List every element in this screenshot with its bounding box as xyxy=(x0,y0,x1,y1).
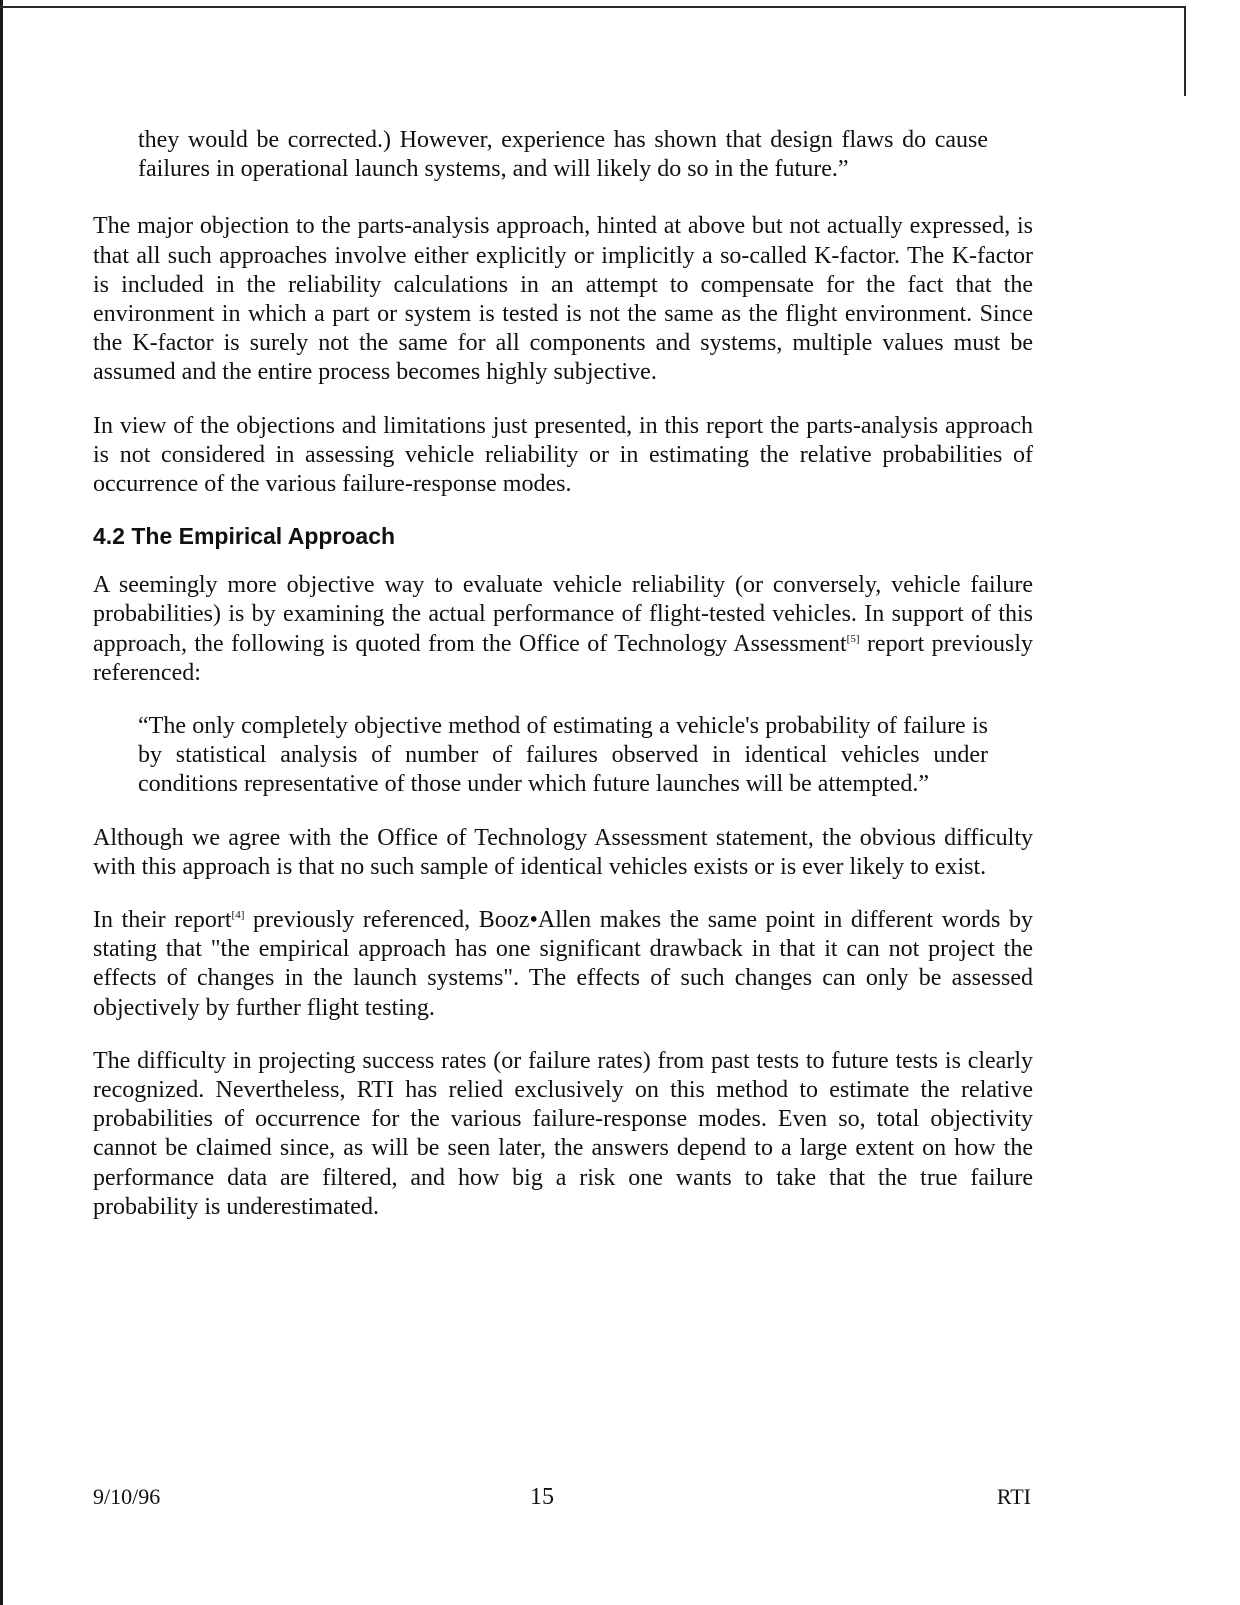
scan-border-top xyxy=(0,6,1186,8)
intro-text-tail: report previously referenced: xyxy=(93,630,1034,686)
footer-date: 9/10/96 xyxy=(93,1484,161,1509)
paragraph-booz-allen xyxy=(93,906,1033,1023)
scan-border-right xyxy=(1184,6,1186,96)
paragraph-empirical-intro xyxy=(93,571,1033,688)
scan-border-left xyxy=(0,0,3,1605)
footer-organization: RTI xyxy=(996,1484,1031,1509)
footer-page-number: 15 xyxy=(530,1484,554,1510)
intro-text: A seemingly more objective way to evaluate vehicle reliability (or conversely, vehicle failure probabilities) is by examining the actual performance of flight-tested vehicles. In support of this approach, the following is quoted from the Office of Technology Assessment xyxy=(93,572,1033,657)
booz-text: In their report xyxy=(93,907,232,934)
paragraph-in-view: In view of the objections and limitations just presented, in this report the parts-analysis approach is not considered in assessing vehicle reliability or in estimating the relative probabilities of occurrence of the various failure-response modes. xyxy=(93,412,1033,498)
quote-continuation: they would be corrected.) However, experience has shown that design flaws do cause failures in operational launch systems, and will likely do so in the future.” xyxy=(138,127,988,183)
paragraph-kfactor: The major objection to the parts-analysis approach, hinted at above but not actually expressed, is that all such approaches involve either explicitly or implicitly a so-called K-factor. The K-factor is included in the reliability calculations in an attempt to compensate for the fact that the environment in which a part or system is tested is not the same as the flight environment. Since the K-factor is surely not the same for all components and systems, multiple values must be assumed and the entire process becomes highly subjective. xyxy=(93,213,1033,386)
page-footer xyxy=(93,1484,1033,1514)
paragraph-although: Although we agree with the Office of Technology Assessment statement, the obvious difficulty with this approach is that no such sample of identical vehicles exists or is ever likely to exist. xyxy=(93,824,1033,880)
reference-marker-4: [4] xyxy=(231,909,245,922)
section-heading: 4.2 The Empirical Approach xyxy=(93,523,396,550)
ota-quote: “The only completely objective method of estimating a vehicle's probability of failure is by statistical analysis of number of failures observed in identical vehicles under conditions representative of those under which future launches will be attempted.” xyxy=(138,713,988,798)
booz-text-tail: previously referenced, Booz•Allen makes the same point in different words by stating that "the empirical approach has one significant drawback in that it can not project the effects of changes in the launch systems". The effects of such changes can only be assessed objectively by further flight testing. xyxy=(93,907,1033,1021)
page-body xyxy=(93,126,1033,1222)
reference-marker-5: [5] xyxy=(846,632,860,645)
paragraph-difficulty: The difficulty in projecting success rates (or failure rates) from past tests to future tests is clearly recognized. Nevertheless, RTI has relied exclusively on this method to estimate the relative probabilities of occurrence for the various failure-response modes. Even so, total objectivity cannot be claimed since, as will be seen later, the answers depend to a large extent on how the performance data are filtered, and how big a risk one wants to take that the true failure probability is underestimated. xyxy=(93,1047,1033,1220)
